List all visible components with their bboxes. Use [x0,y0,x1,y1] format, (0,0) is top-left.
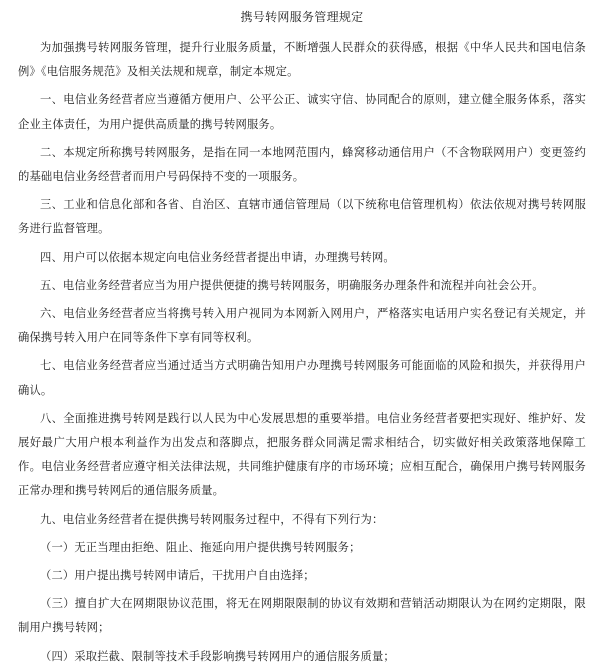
preamble-paragraph: 为加强携号转网服务管理，提升行业服务质量，不断增强人民群众的获得感，根据《中华人民共和国电信条例》《电信服务规范》及相关法规和规章，制定本规定。 [18,41,586,79]
article-6-paragraph: 六、电信业务经营者应当将携号转入用户视同为本网新入网用户，严格落实电话用户实名登记有关规定，并确保携号转入用户在同等条件下享有同等权利。 [18,307,586,345]
article-8-paragraph: 八、全面推进携号转网是践行以人民为中心发展思想的重要举措。电信业务经营者要把实现好、维护好、发展好最广大用户根本利益作为出发点和落脚点，把服务群众同满足需求相结合，切实做好相关政策落地保障工作。电信业务经营者应遵守相关法律法规，共同维护健康有序的市场环境；应相互配合，确保用户携号转网服务正常办理和携号转网后的通信服务质量。 [18,411,586,498]
article-9-paragraph: 九、电信业务经营者在提供携号转网服务过程中，不得有下列行为： [40,512,384,526]
document-title: 携号转网服务管理规定 [240,10,364,24]
article-1-paragraph: 一、电信业务经营者应当遵循方便用户、公平公正、诚实守信、协同配合的原则，建立健全服务体系，落实企业主体责任，为用户提供高质量的携号转网服务。 [18,93,586,131]
article-9-item-1: （一）无正当理由拒绝、阻止、拖延向用户提供携号转网服务； [40,540,361,554]
article-5-paragraph: 五、电信业务经营者应当为用户提供便捷的携号转网服务，明确服务办理条件和流程并向社会公开。 [40,278,544,292]
article-9-item-3: （三）擅自扩大在网期限协议范围，将无在网期限限制的协议有效期和营销活动期限认为在网约定期限，限制用户携号转网； [18,597,586,635]
article-9-item-2: （二）用户提出携号转网申请后，干扰用户自由选择； [40,569,315,583]
article-9-item-4: （四）采取拦截、限制等技术手段影响携号转网用户的通信服务质量； [40,649,395,663]
article-4-paragraph: 四、用户可以依据本规定向电信业务经营者提出申请，办理携号转网。 [40,250,395,264]
article-7-paragraph: 七、电信业务经营者应当通过适当方式明确告知用户办理携号转网服务可能面临的风险和损失，并获得用户确认。 [18,359,586,397]
article-3-paragraph: 三、工业和信息化部和各省、自治区、直辖市通信管理局（以下统称电信管理机构）依法依规对携号转网服务进行监督管理。 [18,198,586,236]
article-2-paragraph: 二、本规定所称携号转网服务，是指在同一本地网范围内，蜂窝移动通信用户（不含物联网用户）变更签约的基础电信业务经营者而用户号码保持不变的一项服务。 [18,145,586,184]
